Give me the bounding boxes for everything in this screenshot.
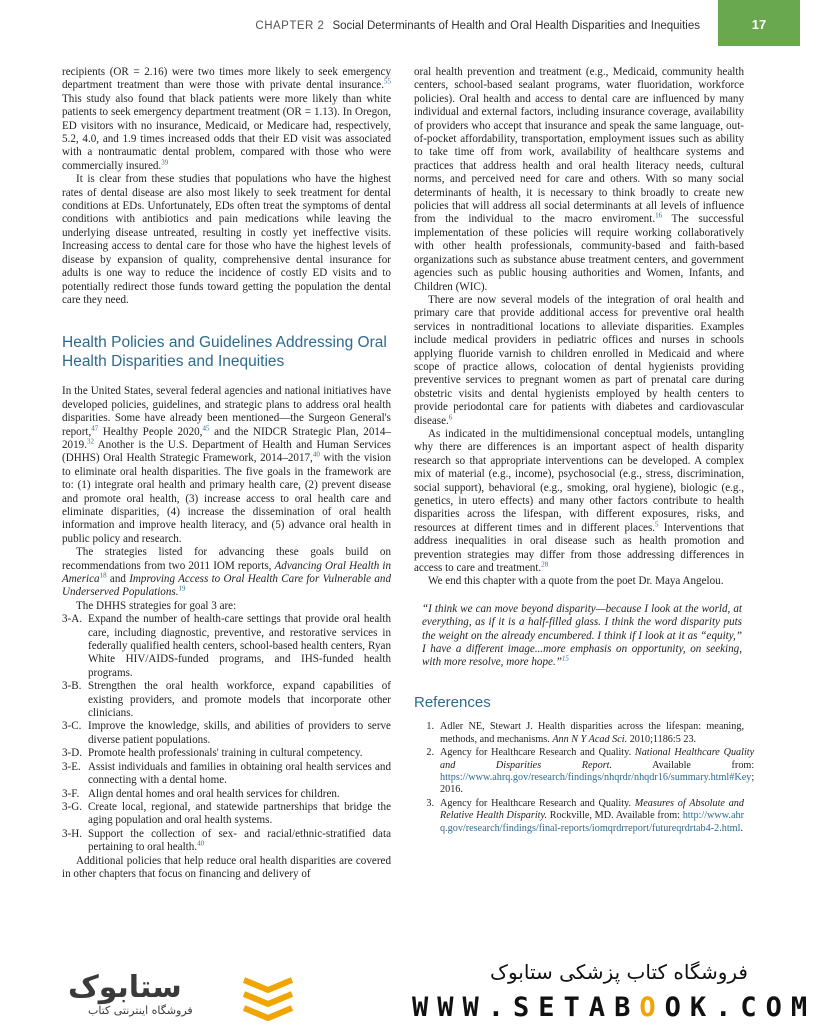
reference-item: 3. Agency for Healthcare Research and Quality. Measures of Absolute and Relative Health Disparity. Rockville, MD. Available from: http://www.ahrq.gov/research/findings/final-reports/iomqrdrreport/futureqrdrtab4-2.html. bbox=[426, 797, 744, 834]
paragraph: In the United States, several federal agencies and national initiatives have developed policies, guidelines, and strategic plans to address oral health disparities. Some have already been mentioned—the Surgeon General's report,$^{47}$ Healthy People 2020,45 and the NIDCR Strategic Plan, 2014–2019.32 Another is the U.S. Department of Health and Human Services (DHHS) Oral Health Strategic Framework, 2014–2017,40 with the vision to eliminate oral health disparities. The five goals in the framework are to: (1) integrate oral health and primary health care, (2) prevent disease and promote oral health, (3) increase access to oral health care and eliminate disparities, (4) increase the dissemination of oral health information and improve health literacy, and (5) advance oral health in public policy and research. bbox=[62, 385, 392, 545]
reference-link[interactable]: https://www.ahrq.gov/research/findings/nhqrdr/nhqdr16/summary.html#Key bbox=[440, 771, 752, 783]
paragraph: As indicated in the multidimensional conceptual models, untangling why there are differences is an important aspect of health disparity research so that appropriate interventions can be developed. A complex mix of material (e.g., income), psychosocial (e.g., stress, discrimination, social support), behavioral (e.g., smoking, oral hygiene), biologic (e.g., genetics, in utero effects) and many other factors contribute to health disparities across the lifespan, with different exposures, risks, and resources at different times and in different places.$^5$ Interventions that address inequalities in oral disease such as health promotion and prevention strategies may differ from those addressing differences in access to care and treatment.$^{28}$ bbox=[414, 427, 744, 575]
page-header bbox=[0, 0, 800, 46]
paragraph: recipients (OR = 2.16) were two times more likely to seek emergency department treatment than were those with private dental insurance.$^{55}$ This study also found that black patients were more likely than white patients to seek emergency department treatment (OR = 1.13). In Oregon, ED visitors with no insurance, Medicaid, or Medicare had, respectively, 5.2, 4.0, and 1.9 times increased odds that their ED visit was associated with a nontraumatic dental problem, compared with those who were commercially insured.$^{39}$ bbox=[62, 66, 391, 172]
chapter-label: CHAPTER 2 bbox=[255, 20, 325, 32]
list-item: 3-B. Strengthen the oral health workforce, expand capabilities of existing providers, and promote models that incorporate other clinicians. bbox=[62, 680, 391, 720]
reference-item: 2. Agency for Healthcare Research and Quality. National Healthcare Quality and Disparities Report. Available from: https://www.ahrq.gov/research/findings/nhqrdr/nhqdr16/summary.html#Key; 2016. bbox=[426, 747, 755, 796]
section-heading: Health Policies and Guidelines Addressing Oral Health Disparities and Inequities bbox=[62, 334, 387, 371]
reference-link[interactable]: http://www.ahrq.gov/research/findings/final-reports/iomqrdrreport/futureqrdrtab4-2.html bbox=[440, 810, 744, 834]
setabook-logo-text: ستابوک bbox=[68, 970, 182, 1005]
list-item: 3-D. Promote health professionals' training in cultural competency. bbox=[62, 747, 363, 760]
references-heading: References bbox=[414, 693, 491, 711]
paragraph: The strategies listed for advancing these goals build on recommendations from two 2011 IOM reports, Advancing Oral Health in America$^{18}$ and Improving Access to Oral Health Care for Vulnerable and Underserved Populations.$^{19}$ bbox=[62, 546, 391, 599]
paragraph: oral health prevention and treatment (e.g., Medicaid, community health centers, school-based sealant programs, water fluoridation, workforce policies). Oral health and access to dental care are influenced by many individual and external factors, including insurance coverage, availability of providers who accept that insurance and speak the same language, out-of-pocket affordability, transportation, employment issues such as ability to take time off from work, availability of healthcare systems and practices that address health and oral health literacy needs, cultural norms, and perceived need for care and others. With so many social determinants of health, it is necessary to think broadly to create new policies that will address all social determinants at all levels of influence from the individual to the macro enviroment.$^{16}$ The successful implementation of these policies will require working collaboratively with other health professionals, community-based and faith-based organizations such as substance abuse treatment centers, and government agencies such as public housing authorities and Women, Infants, and Children (WIC). bbox=[414, 66, 744, 293]
setabook-logo-subtitle: فروشگاه اینترنتی کتاب bbox=[88, 1004, 193, 1017]
right-column bbox=[414, 66, 755, 836]
paragraph: It is clear from these studies that populations who have the highest rates of dental disease are also most likely to seek treatment for dental conditions at EDs. Unfortunately, EDs often treat the symptoms of dental conditions with antibiotics and pain medications while leaving the underlying disease untreated, resulting in costly yet ineffective visits. Increasing access to dental care for those who have the highest levels of disease by expansion of quality, comprehensive dental insurance for adults is one way to reduce the incidence of costly ED visits and to potentially redirect those funds toward getting the population the dental care they need. bbox=[62, 173, 391, 306]
list-item: 3-E. Assist individuals and families in obtaining oral health services and connecting with a dental home. bbox=[62, 760, 391, 787]
chapter-title: Social Determinants of Health and Oral Health Disparities and Inequities bbox=[332, 20, 700, 32]
paragraph: There are now several models of the integration of oral health and primary care that provide additional access for preventive oral health services in nontraditional locations to alleviate disparities. Examples include medical providers in pediatric offices and nurses in schools applying fluoride varnish to children enrolled in Medicaid and where scope of practice allows, colocation of dental hygienists providing preventive services to pregnant women as part of prenatal care during obstetric visits and dental hygienists employed by health centers to provide periodontal care for patients with diabetes and cardiovascular disease.$^6$ bbox=[414, 293, 744, 427]
paragraph: The DHHS strategies for goal 3 are: bbox=[76, 599, 237, 612]
left-column bbox=[62, 66, 391, 881]
list-item: 3-A. Expand the number of health-care settings that provide oral health care, including diagnostic, preventive, and restorative services in federally qualified health centers, school-based health centers, Ryan White HIV/AIDS-funded programs, and IHS-funded health programs. bbox=[62, 613, 391, 679]
reference-item: 1. Adler NE, Stewart J. Health disparities across the lifespan: meaning, methods, and mechanisms. Ann N Y Acad Sci. 2010;1186:5 23. bbox=[426, 721, 744, 745]
strategy-list bbox=[62, 613, 391, 854]
list-item: 3-F. Align dental homes and oral health services for children. bbox=[62, 787, 340, 800]
list-item: 3-H. Support the collection of sex- and racial/ethnic-stratified data pertaining to oral health.$^{40}$ bbox=[62, 827, 391, 854]
blockquote: “I think we can move beyond disparity—because I look at the world, at everything, as if it is a half-filled glass. I think the word disparity puts the weight on the already encumbered. I think if I look at it as “equity,” I have a different image...more emphasis on opportunity, on seeking, with more resolve, more hope.”$^{15}$ bbox=[422, 602, 742, 669]
reference-list bbox=[414, 721, 755, 835]
page-number: 17 bbox=[718, 0, 800, 46]
paragraph: We end this chapter with a quote from the poet Dr. Maya Angelou. bbox=[428, 575, 724, 588]
setabook-logo-icon bbox=[240, 974, 296, 1020]
paragraph: Additional policies that help reduce oral health disparities are covered in other chapters that focus on financing and delivery of bbox=[62, 854, 391, 880]
website-url[interactable]: WWW.SETABOOK.COM bbox=[412, 992, 816, 1023]
list-item: 3-C. Improve the knowledge, skills, and abilities of providers to serve diverse patient populations. bbox=[62, 720, 391, 746]
running-head bbox=[180, 20, 700, 32]
shop-title: فروشگاه کتاب پزشکی ستابوک bbox=[490, 960, 748, 984]
list-item: 3-G. Create local, regional, and statewide partnerships that bridge the aging population and oral health systems. bbox=[62, 800, 391, 827]
